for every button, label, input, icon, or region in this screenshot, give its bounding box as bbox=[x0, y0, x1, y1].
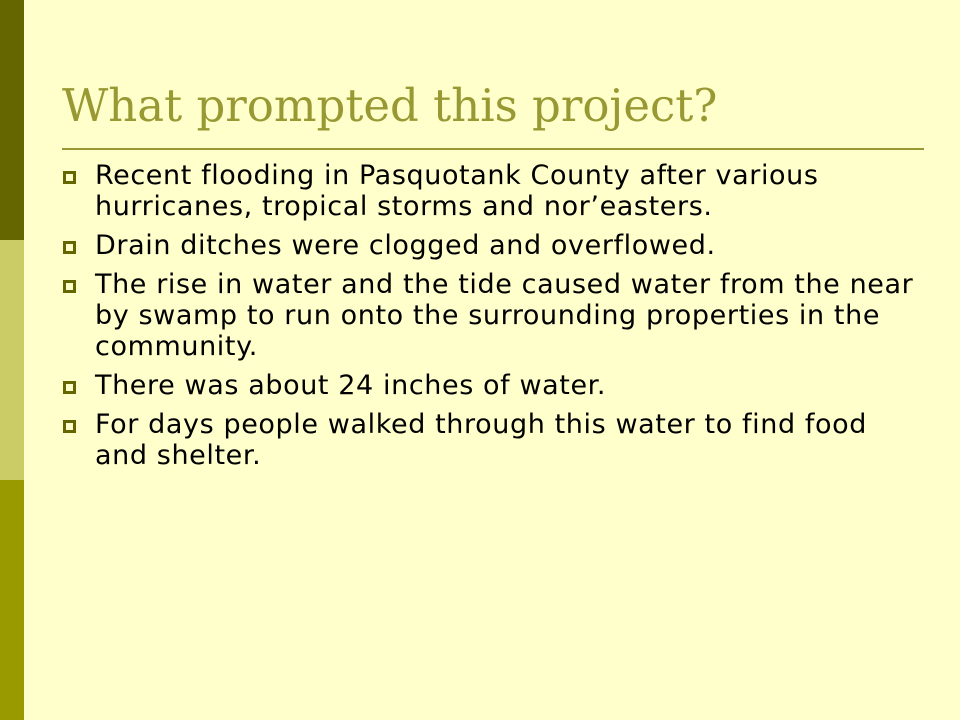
square-bullet-icon bbox=[63, 420, 76, 433]
side-bar-middle-segment bbox=[0, 240, 24, 480]
side-bar-top-segment bbox=[0, 0, 24, 240]
square-bullet-icon bbox=[63, 280, 76, 293]
bullet-item bbox=[62, 269, 922, 362]
bullet-item bbox=[62, 230, 922, 261]
square-bullet-icon bbox=[63, 171, 76, 184]
bullet-text: Drain ditches were clogged and overflowed. bbox=[95, 230, 716, 261]
bullet-list bbox=[62, 160, 922, 479]
bullet-text: Recent flooding in Pasquotank County after various hurricanes, tropical storms and nor’easters. bbox=[95, 160, 819, 222]
square-bullet-icon bbox=[63, 381, 76, 394]
title-underline bbox=[62, 148, 924, 150]
bullet-item bbox=[62, 409, 922, 471]
slide-title: What prompted this project? bbox=[62, 79, 718, 132]
side-bar-bottom-segment bbox=[0, 480, 24, 720]
square-bullet-icon bbox=[63, 241, 76, 254]
bullet-item bbox=[62, 160, 922, 222]
bullet-text: For days people walked through this water to find food and shelter. bbox=[95, 409, 867, 471]
bullet-text: There was about 24 inches of water. bbox=[95, 370, 607, 401]
bullet-item bbox=[62, 370, 922, 401]
bullet-text: The rise in water and the tide caused water from the near by swamp to run onto the surrounding properties in the community. bbox=[95, 269, 914, 362]
